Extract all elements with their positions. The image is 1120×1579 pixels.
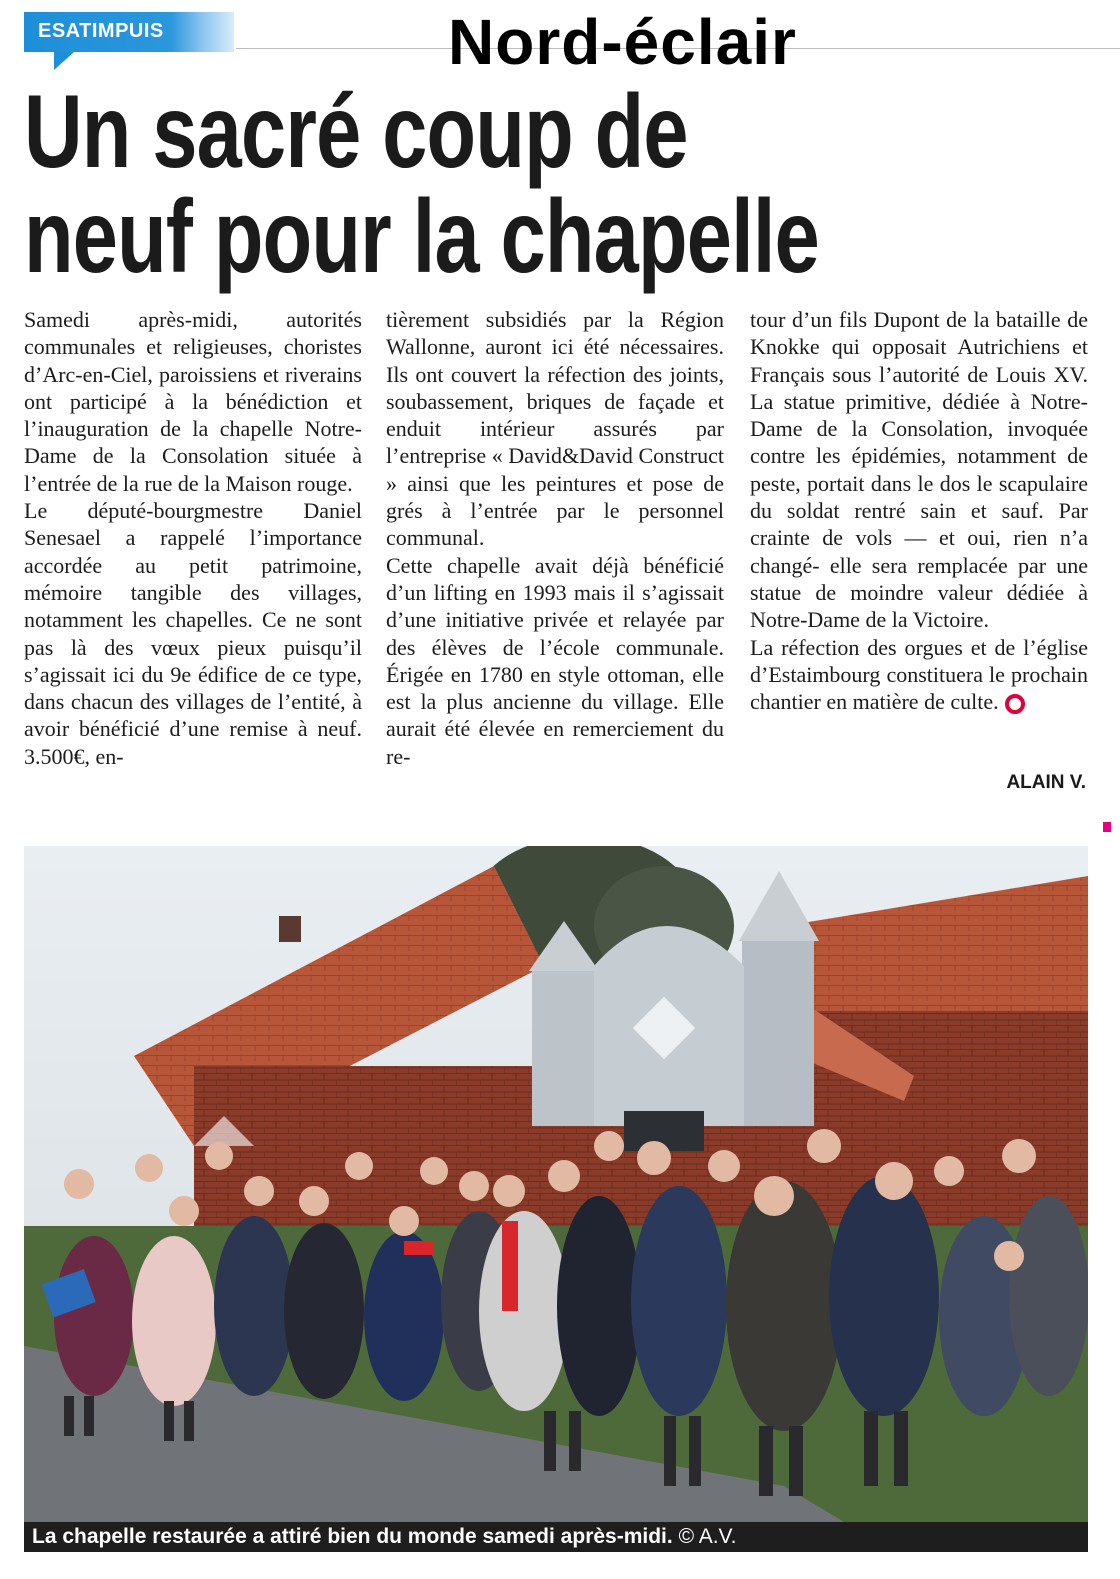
print-registration-mark bbox=[1103, 822, 1111, 832]
newspaper-masthead: Nord-éclair bbox=[448, 6, 797, 78]
article-column-3 bbox=[750, 306, 1088, 715]
paragraph-last bbox=[750, 634, 1088, 716]
article-column-2 bbox=[386, 306, 724, 770]
end-of-article-icon bbox=[1005, 694, 1025, 714]
caption-text: La chapelle restaurée a attiré bien du monde samedi après-midi. bbox=[32, 1525, 673, 1548]
paragraph: tièrement subsidiés par la Région Wallonne, auront ici été nécessaires. Ils ont couvert la réfection des joints, soubassement, briques de façade et enduit intérieur assurés par l’entreprise « David&David Construct » ainsi que les peintures et pose de grés à l’entrée par le personnel communal. bbox=[386, 307, 724, 551]
photo-caption bbox=[24, 1522, 1088, 1552]
section-tag bbox=[24, 12, 234, 52]
headline-line-1: Un sacré coup de bbox=[24, 74, 688, 190]
byline: ALAIN V. bbox=[1006, 772, 1086, 793]
paragraph: Cette chapelle avait déjà bénéficié d’un lifting en 1993 mais il s’agissait d’une initiative privée et relayée par des élèves de l’école communale. Érigée en 1780 en style ottoman, elle est la plus ancienne du village. Elle aurait été élevée en remerciement du re- bbox=[386, 552, 724, 769]
paragraph: tour d’un fils Dupont de la bataille de Knokke qui opposait Autrichiens et Français sous l’autorité de Louis XV. La statue primitive, dédiée à Notre-Dame de la Consolation, invoquée contre les épidémies, notamment de peste, portait dans le dos le scapulaire du soldat rentré sain et sauf. Par crainte de vols — et oui, rien n’a changé- elle sera remplacée par une statue de moindre valeur dédiée à Notre-Dame de la Victoire. bbox=[750, 307, 1088, 633]
paragraph: Le député-bourgmestre Daniel Senesael a rappelé l’importance accordée au petit patrimoine, mémoire tangible des villages, notamment les chapelles. Ce ne sont pas là des vœux pieux puisqu’il s’agissait ici du 9e édifice de ce type, dans chacun des villages de l’entité, à avoir bénéficié d’une remise à neuf. 3.500€, en- bbox=[24, 498, 362, 769]
headline bbox=[24, 74, 859, 295]
article-photo bbox=[24, 846, 1088, 1522]
photo-credit: © A.V. bbox=[678, 1525, 737, 1548]
article-column-1 bbox=[24, 306, 362, 770]
paragraph-text: La réfection des orgues et de l’église d’Estaimbourg constituera le prochain chantier en matière de culte. bbox=[750, 634, 1088, 715]
section-tag-notch bbox=[54, 52, 74, 70]
headline-line-2: neuf pour la chapelle bbox=[24, 179, 819, 295]
paragraph: Samedi après-midi, autorités communales et religieuses, choristes d’Arc-en-Ciel, paroissiens et riverains ont participé à la bénédiction et l’inauguration de la chapelle Notre-Dame de la Consolation située à l’entrée de la rue de la Maison rouge. bbox=[24, 307, 362, 496]
section-label: ESATIMPUIS bbox=[38, 20, 164, 42]
